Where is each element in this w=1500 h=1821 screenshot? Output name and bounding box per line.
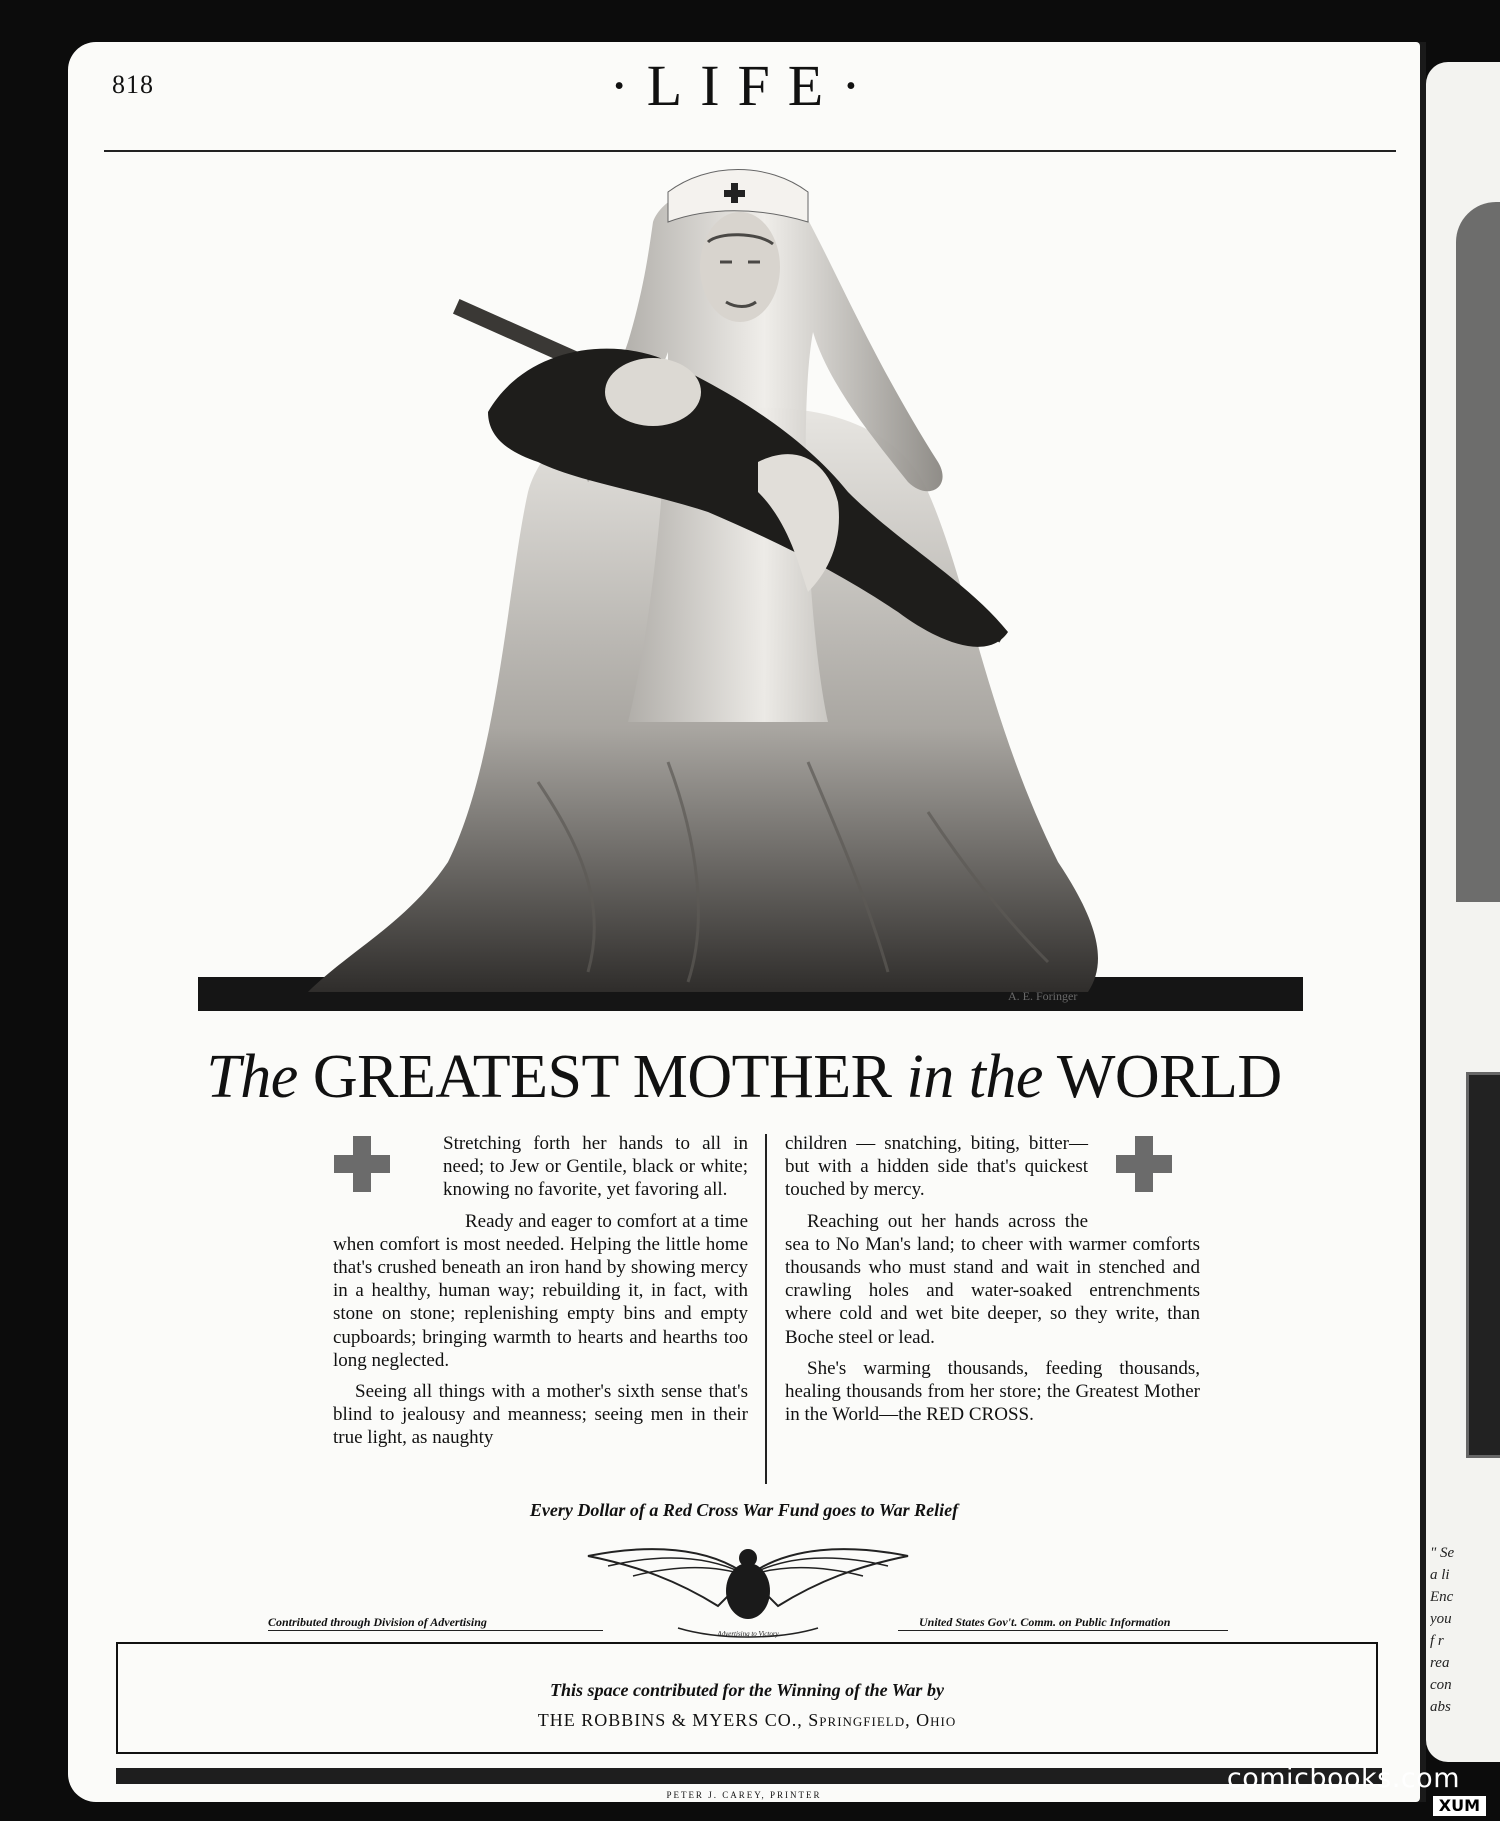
ad-paragraph: children — snatching, biting, bitter—but with a hidden side that's quickest touched by mercy. bbox=[785, 1133, 1088, 1201]
ad-copy-left-column bbox=[333, 1132, 748, 1458]
contributor-name: THE ROBBINS & MYERS CO., Springfield, Ohio bbox=[537, 1710, 957, 1730]
header-rule bbox=[104, 150, 1396, 152]
credit-committee: United States Gov't. Comm. on Public Information bbox=[919, 1615, 1171, 1629]
soldier-bandaged-head bbox=[605, 358, 701, 426]
contribution-line: This space contributed for the Winning of the War by bbox=[550, 1680, 944, 1700]
artist-signature: A. E. Foringer bbox=[1008, 989, 1078, 1003]
adjacent-page bbox=[1426, 62, 1500, 1762]
title-dot-icon: · bbox=[841, 53, 879, 118]
site-watermark: comicbooks.com bbox=[1226, 1763, 1460, 1794]
ad-copy-right-column bbox=[785, 1132, 1200, 1434]
adjacent-page-product-box bbox=[1466, 1072, 1500, 1458]
cross-spacer bbox=[333, 1132, 443, 1210]
adjacent-page-text: " Se a li Enc you f r rea con abs bbox=[1430, 1545, 1455, 1715]
cross-spacer bbox=[1088, 1132, 1200, 1210]
ad-paragraph: Reaching out her hands across the sea to No Man's land; to cheer with warmer comforts thousands who must stand and wait in stenched and crawling holes and water-soaked entrenchments where cold and wet bite deeper, so they write, than Boche steel or lead. bbox=[785, 1210, 1200, 1348]
printer-credit: PETER J. CAREY, PRINTER bbox=[666, 1790, 822, 1800]
ad-paragraph: Seeing all things with a mother's sixth sense that's blind to jealousy and meanness; seeing men in their true light, as naughty bbox=[333, 1381, 748, 1449]
page-number: 818 bbox=[112, 70, 154, 99]
ad-paragraph: Stretching forth her hands to all in need; to Jew or Gentile, black or white; knowing no favorite, yet favoring all. bbox=[443, 1133, 748, 1201]
archive-stamp: XUM bbox=[1433, 1796, 1486, 1816]
ad-tagline: Every Dollar of a Red Cross War Fund goes to War Relief bbox=[529, 1500, 959, 1520]
title-dot-icon: · bbox=[609, 53, 647, 118]
magazine-page bbox=[68, 42, 1420, 1802]
bottom-rule-bar bbox=[116, 1768, 1382, 1784]
ad-paragraph: Ready and eager to comfort at a time when comfort is most needed. Helping the little home that's crushed beneath an iron hand by showing mercy in a healthy, human way; rebuilding it, in fact, with stone on stone; replenishing empty bins and empty cupboards; bringing warmth to hearts and hearths too long neglected. bbox=[333, 1210, 748, 1371]
contribution-box bbox=[116, 1642, 1378, 1754]
column-divider bbox=[765, 1134, 767, 1484]
credit-rule bbox=[268, 1630, 603, 1631]
ad-headline: The GREATEST MOTHER in the WORLD bbox=[206, 1043, 1282, 1111]
eagle-motto: Advertising to Victory bbox=[717, 1630, 779, 1638]
credit-rule bbox=[898, 1630, 1228, 1631]
credit-division: Contributed through Division of Advertising bbox=[268, 1615, 487, 1629]
magazine-title: ·LIFE· bbox=[609, 53, 879, 118]
eagle-emblem-icon bbox=[558, 1536, 938, 1646]
nurse-illustration bbox=[108, 162, 1398, 1022]
ad-paragraph: She's warming thousands, feeding thousands, healing thousands from her store; the Greatest Mother in the World—the RED CROSS. bbox=[785, 1357, 1200, 1426]
adjacent-page-illustration bbox=[1456, 202, 1500, 902]
